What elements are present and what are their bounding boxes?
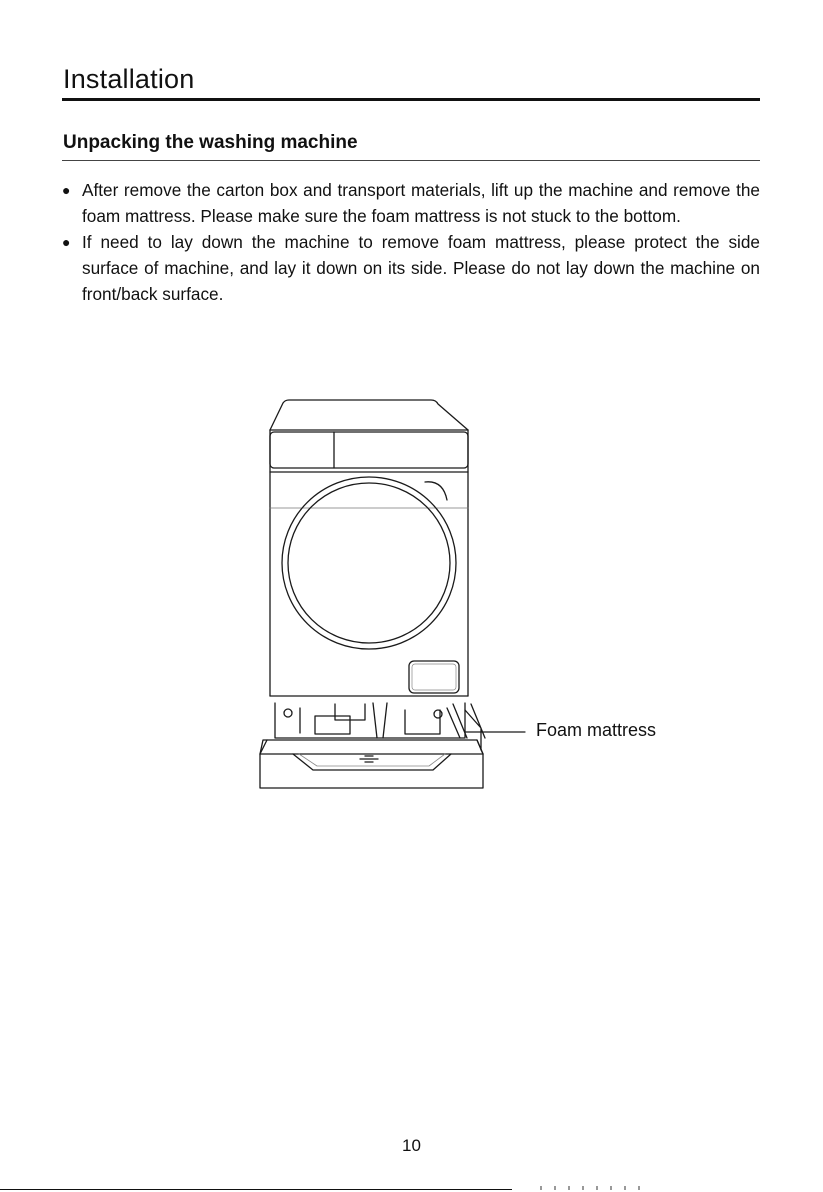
page-number: 10 [402, 1136, 421, 1155]
list-item [60, 229, 760, 307]
footer-divider [0, 1189, 512, 1190]
title-divider [62, 98, 760, 101]
footer-print-marks [540, 1186, 640, 1190]
list-item-text: If need to lay down the machine to remove foam mattress, please protect the side surface of machine, and lay it down on its side. Please do not lay down the machine on front/back surface. [82, 232, 760, 304]
foam-mattress-illustration [260, 703, 485, 788]
list-item [60, 177, 760, 229]
bullet-icon: ● [62, 182, 71, 198]
bullet-icon: ● [62, 234, 71, 250]
list-item-text: After remove the carton box and transport materials, lift up the machine and remove the foam mattress. Please make sure the foam mattress is not stuck to the bottom. [82, 180, 760, 226]
section-divider [62, 160, 760, 161]
instruction-list [60, 177, 760, 307]
page-title: Installation [63, 64, 195, 94]
section-heading: Unpacking the washing machine [63, 132, 358, 153]
callout-label-foam-mattress: Foam mattress [536, 720, 657, 740]
washing-machine-body [270, 400, 468, 696]
